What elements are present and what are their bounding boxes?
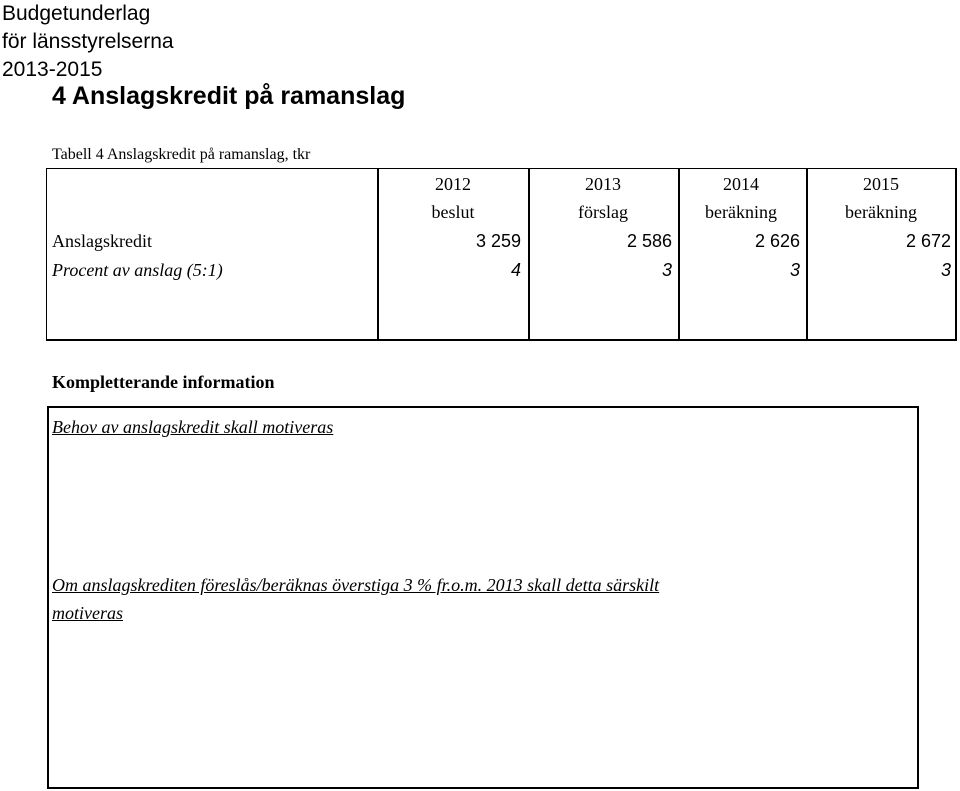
doc-header-line-2: för länsstyrelserna (2, 30, 174, 53)
col-type-2013: förslag (578, 202, 628, 222)
table-caption: Tabell 4 Anslagskredit på ramanslag, tkr (52, 146, 311, 163)
section-title: 4 Anslagskredit på ramanslag (52, 82, 406, 110)
note-threshold-line-2: motiveras (52, 603, 123, 623)
value-anslagskredit-2013: 2 586 (626, 231, 672, 251)
doc-header-line-1: Budgetunderlag (2, 2, 151, 25)
doc-header-line-3: 2013-2015 (2, 58, 103, 81)
value-procent-2012: 4 (510, 260, 521, 280)
value-anslagskredit-2014: 2 626 (754, 231, 800, 251)
col-type-2015: beräkning (845, 202, 917, 222)
row-label-anslagskredit: Anslagskredit (52, 231, 152, 251)
value-anslagskredit-2015: 2 672 (905, 231, 951, 251)
col-year-2012: 2012 (435, 174, 471, 194)
col-year-2013: 2013 (585, 174, 621, 194)
note-motivation: Behov av anslagskredit skall motiveras (52, 417, 334, 437)
supplementary-heading: Kompletterande information (52, 372, 275, 392)
value-procent-2013: 3 (661, 260, 672, 280)
value-anslagskredit-2012: 3 259 (475, 231, 521, 251)
supplementary-box (47, 406, 919, 789)
col-type-2014: beräkning (705, 202, 777, 222)
row-label-procent: Procent av anslag (5:1) (52, 260, 223, 280)
value-procent-2015: 3 (940, 260, 951, 280)
note-threshold-line-1: Om anslagskrediten föreslås/beräknas överstiga 3 % fr.o.m. 2013 skall detta särskilt (52, 575, 660, 595)
col-year-2015: 2015 (863, 174, 899, 194)
col-year-2014: 2014 (723, 174, 759, 194)
value-procent-2014: 3 (789, 260, 800, 280)
col-type-2012: beslut (431, 202, 475, 222)
